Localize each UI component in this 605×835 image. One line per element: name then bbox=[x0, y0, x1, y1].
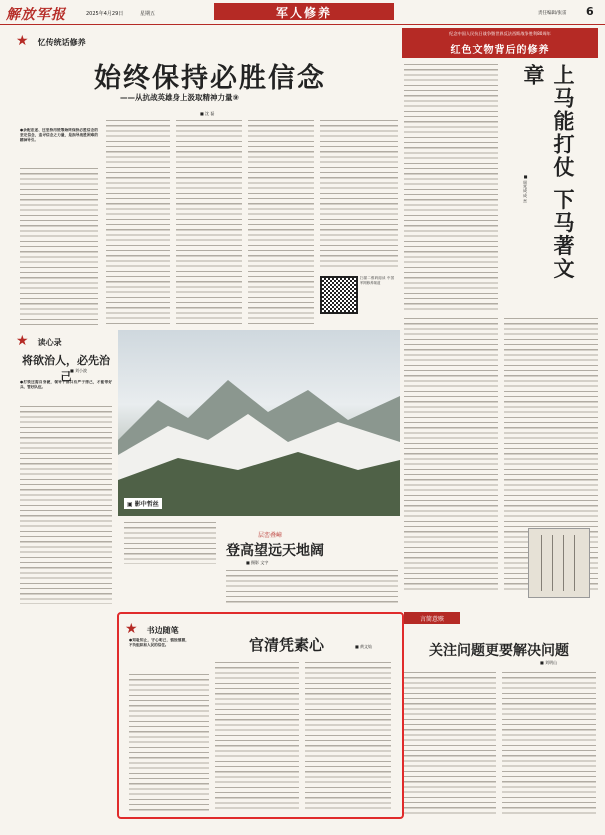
opinion-title: 关注问题更要解决问题 bbox=[429, 643, 569, 659]
sidebar-column-left bbox=[404, 62, 498, 312]
highlight-body-col1 bbox=[129, 672, 209, 812]
text-column bbox=[176, 118, 242, 326]
masthead-logo: 解放军报 bbox=[6, 7, 66, 23]
issue-date: 2025年4月29日 bbox=[86, 11, 124, 17]
opinion-body-col1 bbox=[404, 670, 496, 816]
feature-header bbox=[16, 30, 396, 56]
reading-header bbox=[16, 330, 106, 349]
photo-title: 登高望远天地阔 bbox=[226, 543, 324, 559]
page-number: 6 bbox=[586, 5, 594, 18]
feature-body bbox=[20, 166, 398, 326]
photo-text-right bbox=[226, 568, 398, 604]
text-column bbox=[320, 118, 398, 268]
text-column bbox=[248, 118, 314, 326]
photo-caption-label bbox=[124, 498, 162, 509]
feature-title: 始终保持必胜信念 bbox=[94, 63, 326, 94]
sidebar-photo bbox=[528, 528, 590, 598]
issue-weekday: 星期五 bbox=[140, 11, 156, 17]
reading-title: 将欲治人，必先治己 bbox=[22, 354, 110, 383]
photo-kicker: 层峦叠嶂 bbox=[258, 532, 283, 539]
reading-byline: ■ 刘小波 bbox=[70, 368, 88, 373]
photo-byline: ■ 摄影 文字 bbox=[246, 560, 269, 565]
opinion-body-col2 bbox=[502, 670, 596, 816]
calligraphy-lines bbox=[535, 535, 583, 591]
highlight-header bbox=[125, 618, 179, 637]
editor-credit: 责任编辑/张雷 bbox=[538, 11, 567, 16]
feature-byline: ■ 沈 磊 bbox=[200, 111, 215, 116]
highlight-body-col3 bbox=[305, 660, 391, 812]
sidebar-kicker: 纪念中国人民抗日战争暨世界反法西斯战争胜利80周年 bbox=[449, 31, 551, 36]
text-column bbox=[106, 118, 170, 326]
photo-caption-text: 影中哲丝 bbox=[134, 501, 159, 508]
star-icon: ★ bbox=[125, 621, 138, 637]
sidebar-banner bbox=[402, 28, 598, 58]
star-icon: ★ bbox=[16, 33, 29, 49]
opinion-label bbox=[404, 612, 460, 624]
highlight-lead: ●知耻知止，守心明己，慎独慎微，不负组织和人民的信任。 bbox=[129, 638, 189, 648]
mountain-illustration bbox=[118, 330, 400, 516]
highlight-column-label: 书边随笔 bbox=[146, 626, 179, 635]
landscape-photo bbox=[118, 330, 400, 516]
qr-label: 扫描二维码阅读 中国军网修养频道 bbox=[360, 276, 394, 286]
sidebar-byline: ■ 周兆成 成 吾 bbox=[523, 174, 528, 203]
sidebar-title: 红色文物背后的修养 bbox=[450, 45, 550, 56]
camera-icon: ▣ bbox=[127, 501, 133, 508]
opinion-byline: ■ 刘明山 bbox=[540, 660, 558, 665]
star-icon: ★ bbox=[16, 333, 29, 349]
feature-subtitle: ——从抗战英雄身上汲取精神力量⑨ bbox=[120, 93, 239, 102]
qr-code bbox=[320, 276, 358, 314]
sidebar-vertical-text: 上马能打仗 下马著文章 bbox=[521, 64, 576, 281]
highlight-title: 官清凭素心 bbox=[249, 636, 325, 654]
masthead bbox=[0, 0, 605, 25]
feature-column-label: 忆传统话修养 bbox=[37, 38, 86, 47]
sidebar-column-lower bbox=[404, 316, 498, 590]
highlight-article bbox=[117, 612, 404, 819]
reading-column-label: 读心录 bbox=[37, 338, 62, 347]
reading-lead: ●打铁还需自身硬，领导干部只有严于律己，才能带好兵、管好队伍。 bbox=[20, 380, 112, 390]
feature-lead: ●余配忠述、还坚持用统筹始终保持必胜信念的坚定信念，追寻信念之力量，是指导战胜困难的精神导引。 bbox=[20, 128, 98, 143]
highlight-byline: ■ 黄文灿 bbox=[355, 644, 373, 649]
reading-body bbox=[20, 404, 112, 604]
section-title: 军人修养 bbox=[275, 6, 332, 20]
sidebar-vertical-title bbox=[518, 64, 594, 294]
opinion-label-text: 言简意赅 bbox=[419, 616, 444, 623]
photo-text-left bbox=[124, 520, 216, 564]
highlight-body-col2 bbox=[215, 660, 299, 812]
text-column bbox=[20, 166, 98, 326]
